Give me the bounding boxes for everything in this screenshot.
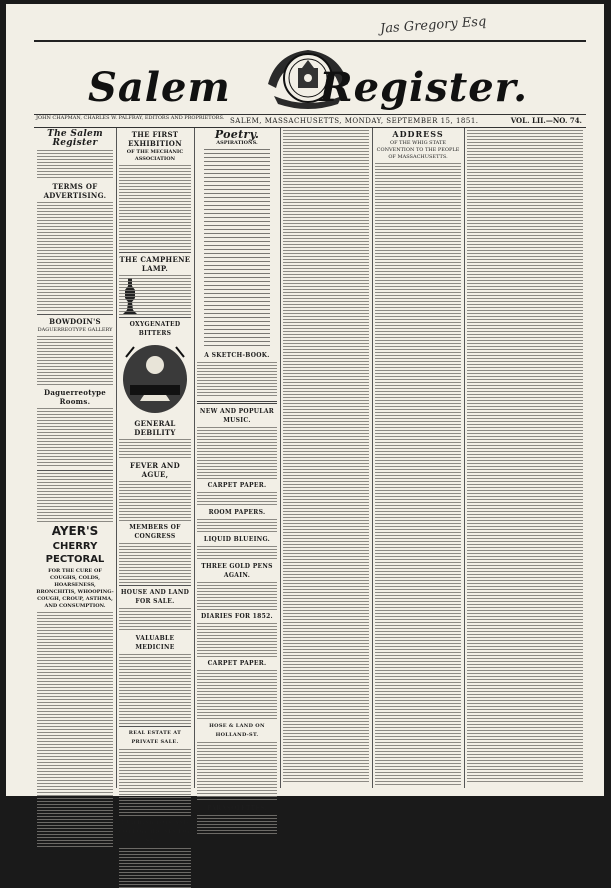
text-block <box>119 749 191 817</box>
members-heading: MEMBERS OF CONGRESS <box>129 524 181 540</box>
exhibition-subheading: OF THE MECHANIC ASSOCIATION <box>126 149 184 162</box>
divider <box>119 252 191 253</box>
text-block <box>197 670 277 720</box>
building-lots-heading: BUILDING LOTS AND COTTAGE HOUSES FOR SALE. <box>118 820 192 844</box>
sale-heading: HOUSE AND LAND FOR SALE. <box>120 589 190 605</box>
column-1 <box>34 128 117 788</box>
hose-land-heading: HOSE & LAND ON HOLLAND-ST. <box>209 723 265 738</box>
column-3 <box>194 128 281 812</box>
text-block <box>119 543 191 583</box>
gold-pens-heading: THREE GOLD PENS AGAIN. <box>201 563 273 579</box>
volume-number: VOL. LII.—NO. 74. <box>510 116 582 125</box>
text-block <box>37 408 113 468</box>
carpet-paper-heading: CARPET PAPER. <box>207 660 267 667</box>
text-block <box>37 473 113 523</box>
text-block <box>197 815 277 835</box>
poetry-heading: Poetry. <box>214 128 260 141</box>
music-heading: NEW AND POPULAR MUSIC. <box>199 408 275 424</box>
cures-list: FOR THE CURE OF COUGHS, COLDS, HOARSENESS, BRONCHITIS, WHOOPING-COUGH, CROUP, ASTHMA, AND CONSUMPTION. <box>36 568 114 609</box>
columns-area <box>34 128 586 844</box>
column-4 <box>280 128 373 788</box>
poem-title: ASPIRATIONS. <box>216 140 258 146</box>
camphene-heading: THE CAMPHENE LAMP. <box>119 255 191 273</box>
divider <box>119 317 191 318</box>
room-papers-heading: ROOM PAPERS. <box>208 509 266 516</box>
column-5 <box>372 128 465 788</box>
divider <box>37 470 113 471</box>
text-block <box>197 546 277 560</box>
fever-heading: FEVER AND AGUE, <box>130 461 180 479</box>
divider <box>37 314 113 315</box>
bitters-bottom-label: GENERAL DEBILITY <box>134 419 176 437</box>
text-block <box>197 427 277 479</box>
medicine-heading: VALUABLE MEDICINE <box>135 635 175 651</box>
divider <box>119 726 191 727</box>
diaries-heading: DIARIES FOR 1852. <box>201 613 273 620</box>
divider <box>197 401 277 404</box>
date-and-place: SALEM, MASSACHUSETTS, MONDAY, SEPTEMBER 15, 1851. <box>230 117 479 125</box>
terms-heading: TERMS OF ADVERTISING. <box>43 182 107 200</box>
sketch-heading: A SKETCH-BOOK. <box>204 352 270 359</box>
text-block <box>197 362 277 398</box>
dateline-bar <box>34 114 586 128</box>
text-block <box>119 654 191 724</box>
daguerreotype-heading: Daguerreotype Rooms. <box>43 388 107 406</box>
address-heading: ADDRESS <box>392 129 444 139</box>
text-block <box>119 165 191 250</box>
divider <box>119 585 191 586</box>
newspaper-page <box>6 4 604 844</box>
cherry-pectoral-heading: CHERRY PECTORAL <box>45 541 105 565</box>
text-block <box>467 130 583 782</box>
text-block <box>119 275 191 315</box>
masthead-title-right: Register. <box>319 64 528 111</box>
column-2 <box>116 128 195 844</box>
parasolettes-heading: PARASOLETTES. <box>206 805 268 812</box>
bowdoin-heading: BOWDOIN'S <box>49 317 101 326</box>
poem-text <box>204 149 270 349</box>
text-block <box>37 612 113 847</box>
text-block <box>283 130 369 782</box>
bowdoin-subheading: DAGUERREOTYPE GALLERY <box>37 327 113 333</box>
publishers-names: JOHN CHAPMAN, CHARLES W. PALFRAY, EDITORS AND PROPRIETORS. <box>36 115 225 121</box>
text-block <box>37 150 113 180</box>
text-block <box>119 848 191 888</box>
address-subheading: OF THE WHIG STATE CONVENTION TO THE PEOPLE OF MASSACHUSETTS. <box>376 140 460 160</box>
text-block <box>119 439 191 459</box>
column-6 <box>464 128 586 788</box>
carpets-heading: CARPET PAPER. <box>207 482 267 489</box>
column-heading: The Salem Register <box>47 129 103 148</box>
text-block <box>197 492 277 506</box>
text-block <box>197 582 277 610</box>
liquid-blueing-heading: LIQUID BLUEING. <box>203 536 271 543</box>
text-block <box>375 163 461 785</box>
text-block <box>37 202 113 312</box>
text-block <box>197 623 277 657</box>
ayer-heading: AYER'S <box>51 524 99 538</box>
text-block <box>37 336 113 386</box>
masthead-title-left: Salem <box>88 64 231 111</box>
bitters-top-label: OXYGENATED BITTERS <box>129 321 181 337</box>
masthead <box>34 42 586 112</box>
bitters-illustration-icon <box>120 339 190 417</box>
text-block <box>197 742 277 802</box>
handwritten-signature: Jas Gregory Esq <box>379 14 487 37</box>
text-block <box>197 519 277 533</box>
real-estate-heading: REAL ESTATE AT PRIVATE SALE. <box>128 730 182 745</box>
text-block <box>119 608 191 632</box>
text-block <box>119 481 191 521</box>
exhibition-heading: THE FIRST EXHIBITION <box>128 130 182 148</box>
